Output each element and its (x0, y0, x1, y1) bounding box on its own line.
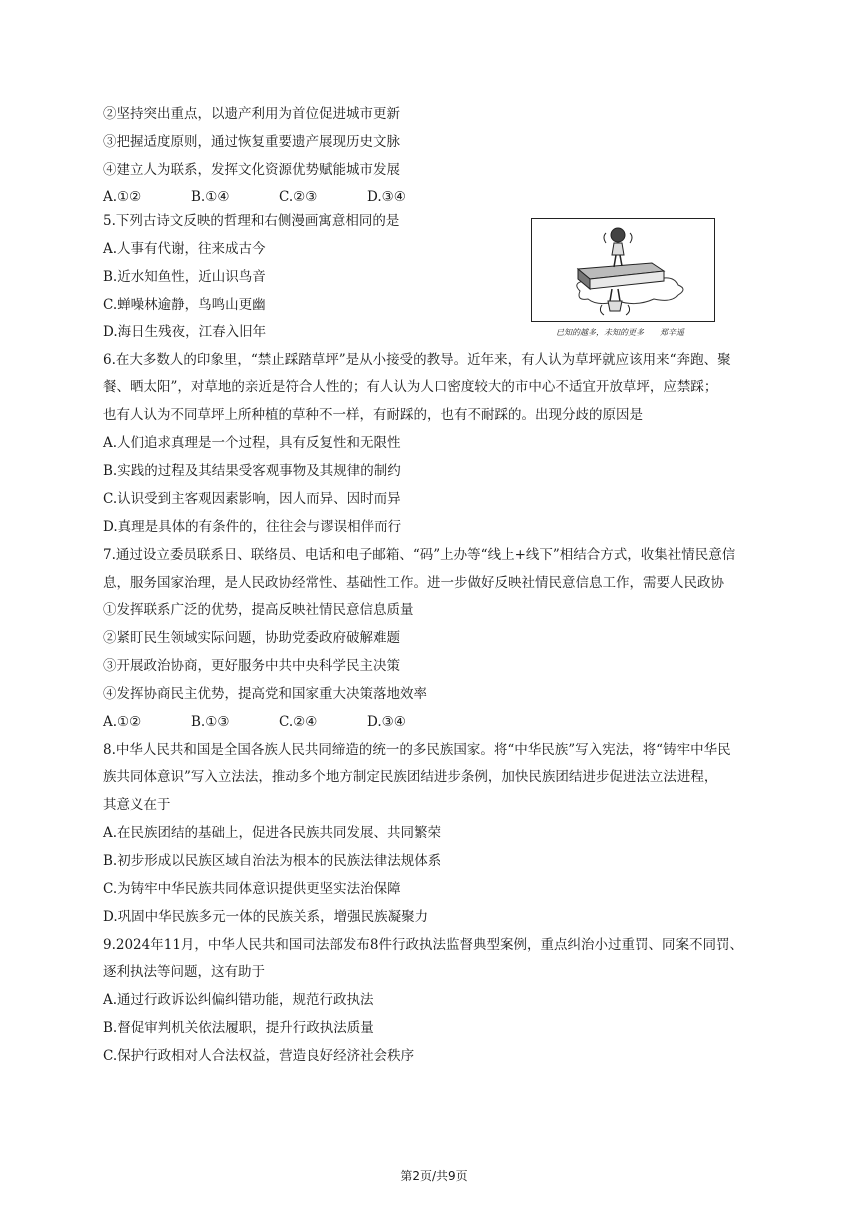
q8-option-a: A.在民族团结的基础上，促进各民族共同发展、共同繁荣 (103, 825, 442, 841)
q5-option-c: C.蝉噪林逾静，鸟鸣山更幽 (103, 297, 266, 313)
q7-choice-c: C.②④ (279, 714, 318, 730)
q7-stem-line-1: 7.通过设立委员联系日、联络员、电话和电子邮箱、“码”上办等“线上+线下”相结合方式，收集社情民意信 (103, 547, 736, 563)
q6-option-a: A.人们追求真理是一个过程，具有反复性和无限性 (103, 435, 401, 451)
q7-choice-d: D.③④ (367, 714, 406, 730)
q8-stem-line-3: 其意义在于 (103, 797, 171, 813)
q5-option-b: B.近水知鱼性，近山识鸟音 (103, 269, 266, 285)
q8-stem-line-1: 8.中华人民共和国是全国各族人民共同缔造的统一的多民族国家。将“中华民族”写入宪法，将“铸牢中华民 (103, 742, 731, 758)
q7-choices (103, 712, 455, 732)
q5-option-d: D.海日生残夜，江春入旧年 (103, 324, 267, 340)
q7-item-1: ①发挥联系广泛的优势，提高反映社情民意信息质量 (103, 602, 414, 618)
q8-option-c: C.为铸牢中华民族共同体意识提供更坚实法治保障 (103, 881, 401, 897)
cartoon-drawing (532, 219, 714, 321)
q9-option-b: B.督促审判机关依法履职，提升行政执法质量 (103, 1020, 374, 1036)
q7-choice-b: B.①③ (191, 714, 230, 730)
q5-cartoon-caption: 已知的越多，未知的更多 郑辛遥 (556, 328, 684, 337)
q5-cartoon-illustration (531, 218, 715, 322)
q6-stem-line-1: 6.在大多数人的印象里，“禁止踩踏草坪”是从小接受的教导。近年来，有人认为草坪就应该用来“奔跑、聚 (103, 352, 731, 368)
q4-choice-a: A.①② (103, 189, 142, 205)
q9-stem-line-2: 逐利执法等问题，这有助于 (103, 964, 265, 980)
q6-option-d: D.真理是具体的有条件的，往往会与谬误相伴而行 (103, 519, 402, 535)
q4-option-2: ②坚持突出重点，以遗产利用为首位促进城市更新 (103, 106, 400, 122)
page-number-footer: 第2页/共9页 (400, 1169, 468, 1183)
q6-stem-line-3: 也有人认为不同草坪上所种植的草种不一样，有耐踩的，也有不耐踩的。出现分歧的原因是 (103, 407, 643, 423)
q8-stem-line-2: 族共同体意识”写入立法法，推动多个地方制定民族团结进步条例，加快民族团结进步促进法立法进程， (103, 769, 718, 785)
q9-option-c: C.保护行政相对人合法权益，营造良好经济社会秩序 (103, 1048, 415, 1064)
q5-stem: 5.下列古诗文反映的哲理和右侧漫画寓意相同的是 (103, 213, 400, 229)
q7-item-2: ②紧盯民生领域实际问题，协助党委政府破解难题 (103, 630, 400, 646)
q4-option-3: ③把握适度原则，通过恢复重要遗产展现历史文脉 (103, 134, 400, 150)
q7-item-3: ③开展政治协商，更好服务中共中央科学民主决策 (103, 658, 400, 674)
q5-option-a: A.人事有代谢，往来成古今 (103, 241, 266, 257)
q4-choice-b: B.①④ (191, 189, 230, 205)
q7-item-4: ④发挥协商民主优势，提高党和国家重大决策落地效率 (103, 686, 427, 702)
q7-stem-line-2: 息，服务国家治理，是人民政协经常性、基础性工作。进一步做好反映社情民意信息工作，需要人民政协 (103, 575, 724, 591)
q8-option-b: B.初步形成以民族区域自治法为根本的民族法律法规体系 (103, 853, 442, 869)
q7-choice-a: A.①② (103, 714, 142, 730)
q9-option-a: A.通过行政诉讼纠偏纠错功能，规范行政执法 (103, 992, 374, 1008)
q4-choice-c: C.②③ (279, 189, 318, 205)
q6-option-c: C.认识受到主客观因素影响，因人而异、因时而异 (103, 491, 401, 507)
q4-option-4: ④建立人为联系，发挥文化资源优势赋能城市发展 (103, 162, 400, 178)
q4-choice-d: D.③④ (367, 189, 406, 205)
q6-option-b: B.实践的过程及其结果受客观事物及其规律的制约 (103, 463, 401, 479)
q8-option-d: D.巩固中华民族多元一体的民族关系，增强民族凝聚力 (103, 909, 429, 925)
q4-choices (103, 187, 455, 207)
q9-stem-line-1: 9.2024年11月，中华人民共和国司法部发布8件行政执法监督典型案例，重点纠治小过重罚、同案不同罚、 (103, 937, 744, 953)
q6-stem-line-2: 餐、晒太阳”，对草地的亲近是符合人性的；有人认为人口密度较大的市中心不适宜开放草坪，应禁踩； (103, 379, 718, 395)
